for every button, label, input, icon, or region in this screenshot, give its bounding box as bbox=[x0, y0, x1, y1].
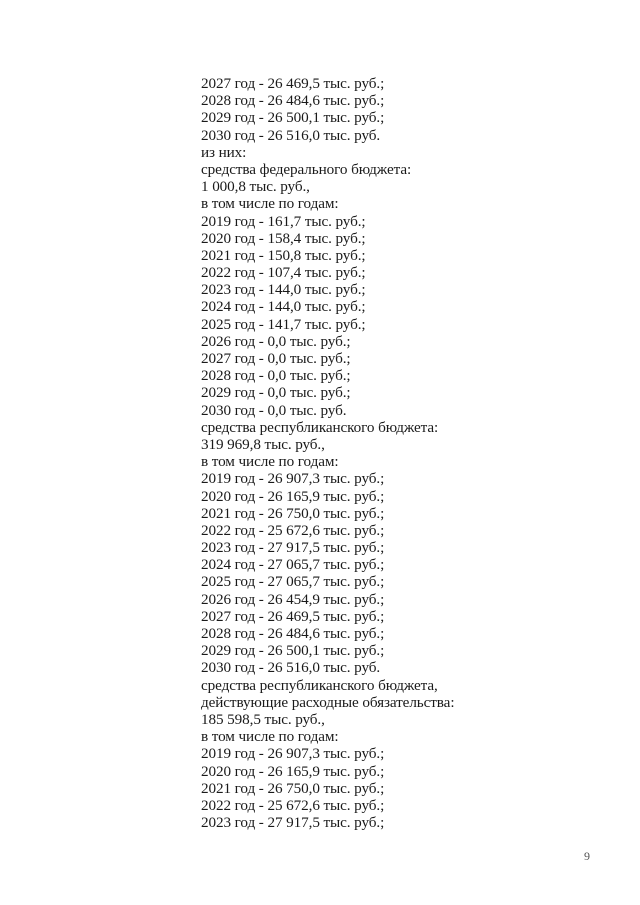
text-line: 2020 год - 26 165,9 тыс. руб.; bbox=[201, 487, 385, 505]
text-line: 2021 год - 26 750,0 тыс. руб.; bbox=[201, 779, 385, 797]
text-line: 2020 год - 26 165,9 тыс. руб.; bbox=[201, 762, 385, 780]
section-heading: средства федерального бюджета: bbox=[201, 160, 412, 178]
text-line: 2025 год - 141,7 тыс. руб.; bbox=[201, 315, 366, 333]
text-line: 2023 год - 27 917,5 тыс. руб.; bbox=[201, 539, 385, 557]
section-heading: средства республиканского бюджета, bbox=[201, 676, 438, 694]
text-line: 2021 год - 150,8 тыс. руб.; bbox=[201, 246, 366, 264]
section-total: 319 969,8 тыс. руб., bbox=[201, 435, 325, 453]
text-line: 2019 год - 161,7 тыс. руб.; bbox=[201, 212, 366, 230]
section-total: 1 000,8 тыс. руб., bbox=[201, 178, 310, 196]
section-label: из них: bbox=[201, 143, 247, 161]
section-heading: средства республиканского бюджета: bbox=[201, 418, 439, 436]
text-line: 2027 год - 26 469,5 тыс. руб.; bbox=[201, 607, 385, 625]
text-line: 2021 год - 26 750,0 тыс. руб.; bbox=[201, 504, 385, 522]
text-line: 2029 год - 26 500,1 тыс. руб.; bbox=[201, 642, 385, 660]
text-line: 2027 год - 0,0 тыс. руб.; bbox=[201, 350, 351, 367]
text-line: 2030 год - 26 516,0 тыс. руб. bbox=[201, 659, 381, 677]
section-label: в том числе по годам: bbox=[201, 453, 339, 471]
document-body bbox=[201, 75, 561, 831]
text-line: 2030 год - 26 516,0 тыс. руб. bbox=[201, 126, 381, 144]
section-total: 185 598,5 тыс. руб., bbox=[201, 710, 325, 728]
text-line: 2023 год - 27 917,5 тыс. руб.; bbox=[201, 814, 385, 832]
section-label: в том числе по годам: bbox=[201, 195, 339, 213]
text-line: 2020 год - 158,4 тыс. руб.; bbox=[201, 229, 366, 247]
section-heading: действующие расходные обязательства: bbox=[201, 693, 455, 711]
text-line: 2026 год - 0,0 тыс. руб.; bbox=[201, 332, 351, 350]
text-line: 2023 год - 144,0 тыс. руб.; bbox=[201, 281, 366, 299]
text-line: 2022 год - 107,4 тыс. руб.; bbox=[201, 264, 366, 282]
text-line: 2019 год - 26 907,3 тыс. руб.; bbox=[201, 745, 385, 763]
text-line: 2024 год - 144,0 тыс. руб.; bbox=[201, 298, 366, 316]
text-line: 2019 год - 26 907,3 тыс. руб.; bbox=[201, 470, 385, 488]
text-line: 2026 год - 26 454,9 тыс. руб.; bbox=[201, 590, 385, 608]
text-line: 2030 год - 0,0 тыс. руб. bbox=[201, 401, 347, 419]
text-line: 2028 год - 26 484,6 тыс. руб.; bbox=[201, 625, 385, 642]
text-line: 2027 год - 26 469,5 тыс. руб.; bbox=[201, 75, 385, 92]
text-line: 2025 год - 27 065,7 тыс. руб.; bbox=[201, 573, 385, 591]
text-line: 2022 год - 25 672,6 тыс. руб.; bbox=[201, 796, 385, 814]
text-line: 2029 год - 26 500,1 тыс. руб.; bbox=[201, 109, 385, 127]
text-line: 2028 год - 26 484,6 тыс. руб.; bbox=[201, 92, 385, 110]
text-line: 2024 год - 27 065,7 тыс. руб.; bbox=[201, 556, 385, 574]
page-number: 9 bbox=[584, 849, 590, 863]
text-line: 2029 год - 0,0 тыс. руб.; bbox=[201, 384, 351, 402]
text-line: 2028 год - 0,0 тыс. руб.; bbox=[201, 367, 351, 385]
text-line: 2022 год - 25 672,6 тыс. руб.; bbox=[201, 521, 385, 539]
section-label: в том числе по годам: bbox=[201, 728, 339, 746]
